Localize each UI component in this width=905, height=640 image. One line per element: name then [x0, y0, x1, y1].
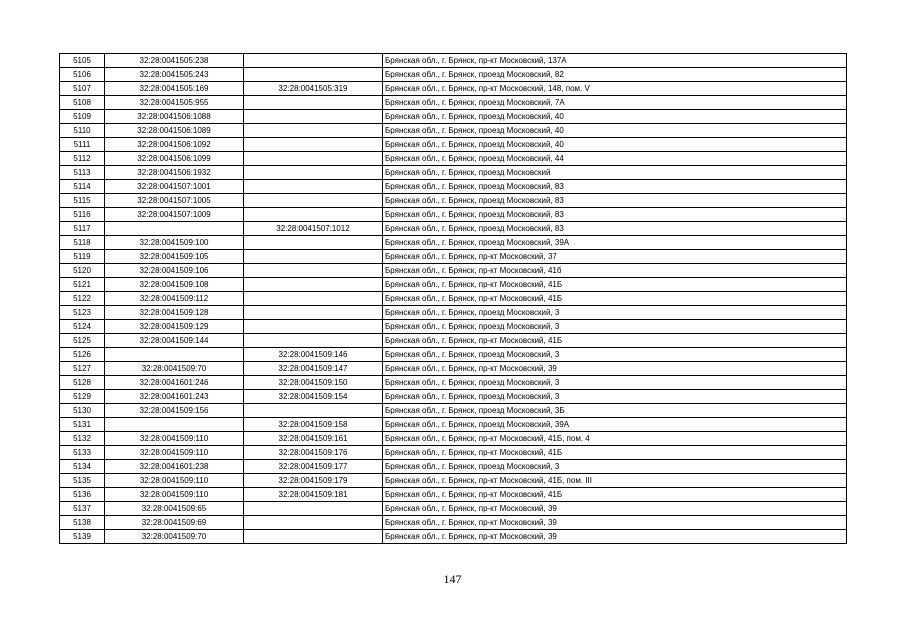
address-cell: Брянская обл., г. Брянск, проезд Московский, 3	[383, 348, 847, 362]
table-row	[60, 152, 847, 166]
table-row	[60, 68, 847, 82]
address-cell: Брянская обл., г. Брянск, проезд Московский, 83	[383, 222, 847, 236]
address-cell: Брянская обл., г. Брянск, проезд Московский, 40	[383, 138, 847, 152]
cadastral-number-cell: 32:28:0041507:1005	[105, 194, 244, 208]
cadastral-number-cell: 32:28:0041509:105	[105, 250, 244, 264]
row-number-cell: 5138	[60, 516, 105, 530]
parent-cadastral-number-cell: 32:28:0041507:1012	[244, 222, 383, 236]
cadastral-number-cell: 32:28:0041601:238	[105, 460, 244, 474]
row-number-cell: 5120	[60, 264, 105, 278]
parent-cadastral-number-cell	[244, 278, 383, 292]
table-row	[60, 348, 847, 362]
table-row	[60, 418, 847, 432]
cadastral-number-cell: 32:28:0041509:110	[105, 474, 244, 488]
address-cell: Брянская обл., г. Брянск, проезд Московский	[383, 166, 847, 180]
cadastral-number-cell: 32:28:0041509:112	[105, 292, 244, 306]
address-cell: Брянская обл., г. Брянск, проезд Московский, 7А	[383, 96, 847, 110]
address-cell: Брянская обл., г. Брянск, проезд Московский, 83	[383, 180, 847, 194]
row-number-cell: 5137	[60, 502, 105, 516]
address-cell: Брянская обл., г. Брянск, пр-кт Московский, 39	[383, 530, 847, 544]
row-number-cell: 5121	[60, 278, 105, 292]
row-number-cell: 5133	[60, 446, 105, 460]
table-row	[60, 236, 847, 250]
address-cell: Брянская обл., г. Брянск, проезд Московский, 39А	[383, 418, 847, 432]
parent-cadastral-number-cell	[244, 516, 383, 530]
parent-cadastral-number-cell: 32:28:0041509:179	[244, 474, 383, 488]
parent-cadastral-number-cell	[244, 54, 383, 68]
cadastral-number-cell: 32:28:0041509:156	[105, 404, 244, 418]
cadastral-number-cell: 32:28:0041506:1092	[105, 138, 244, 152]
parent-cadastral-number-cell: 32:28:0041509:181	[244, 488, 383, 502]
table-row	[60, 404, 847, 418]
parent-cadastral-number-cell	[244, 68, 383, 82]
parent-cadastral-number-cell: 32:28:0041509:146	[244, 348, 383, 362]
cadastral-number-cell: 32:28:0041507:1009	[105, 208, 244, 222]
cadastral-number-cell: 32:28:0041509:70	[105, 362, 244, 376]
table-row	[60, 306, 847, 320]
table-row	[60, 222, 847, 236]
parent-cadastral-number-cell: 32:28:0041509:161	[244, 432, 383, 446]
address-cell: Брянская обл., г. Брянск, проезд Московский, 44	[383, 152, 847, 166]
cadastral-number-cell: 32:28:0041509:106	[105, 264, 244, 278]
address-cell: Брянская обл., г. Брянск, пр-кт Московский, 41Б	[383, 488, 847, 502]
table-row	[60, 446, 847, 460]
parent-cadastral-number-cell	[244, 292, 383, 306]
address-cell: Брянская обл., г. Брянск, пр-кт Московский, 41Б	[383, 278, 847, 292]
cadastral-number-cell: 32:28:0041509:65	[105, 502, 244, 516]
cadastral-number-cell: 32:28:0041509:110	[105, 446, 244, 460]
row-number-cell: 5126	[60, 348, 105, 362]
address-cell: Брянская обл., г. Брянск, проезд Московский, 82	[383, 68, 847, 82]
table-row	[60, 250, 847, 264]
parent-cadastral-number-cell	[244, 334, 383, 348]
parent-cadastral-number-cell: 32:28:0041509:150	[244, 376, 383, 390]
parent-cadastral-number-cell	[244, 138, 383, 152]
row-number-cell: 5128	[60, 376, 105, 390]
cadastral-number-cell	[105, 222, 244, 236]
row-number-cell: 5139	[60, 530, 105, 544]
cadastral-number-cell: 32:28:0041505:955	[105, 96, 244, 110]
address-cell: Брянская обл., г. Брянск, пр-кт Московский, 39	[383, 362, 847, 376]
page-number: 147	[443, 572, 462, 586]
address-cell: Брянская обл., г. Брянск, пр-кт Московский, 41Б	[383, 334, 847, 348]
table-row	[60, 292, 847, 306]
table-row	[60, 488, 847, 502]
table-row	[60, 376, 847, 390]
parent-cadastral-number-cell	[244, 320, 383, 334]
cadastral-number-cell: 32:28:0041509:129	[105, 320, 244, 334]
parent-cadastral-number-cell: 32:28:0041505:319	[244, 82, 383, 96]
address-cell: Брянская обл., г. Брянск, проезд Московский, 39А	[383, 236, 847, 250]
address-cell: Брянская обл., г. Брянск, проезд Московский, 3	[383, 390, 847, 404]
row-number-cell: 5118	[60, 236, 105, 250]
address-cell: Брянская обл., г. Брянск, проезд Московский, 83	[383, 194, 847, 208]
cadastral-number-cell: 32:28:0041509:70	[105, 530, 244, 544]
parent-cadastral-number-cell: 32:28:0041509:176	[244, 446, 383, 460]
row-number-cell: 5111	[60, 138, 105, 152]
table-row	[60, 390, 847, 404]
row-number-cell: 5127	[60, 362, 105, 376]
table-row	[60, 516, 847, 530]
cadastral-number-cell	[105, 418, 244, 432]
parent-cadastral-number-cell	[244, 236, 383, 250]
row-number-cell: 5116	[60, 208, 105, 222]
parent-cadastral-number-cell	[244, 124, 383, 138]
table-row	[60, 96, 847, 110]
cadastral-number-cell: 32:28:0041509:128	[105, 306, 244, 320]
row-number-cell: 5123	[60, 306, 105, 320]
address-cell: Брянская обл., г. Брянск, пр-кт Московский, 39	[383, 516, 847, 530]
row-number-cell: 5115	[60, 194, 105, 208]
table-row	[60, 474, 847, 488]
table-row	[60, 530, 847, 544]
parent-cadastral-number-cell: 32:28:0041509:147	[244, 362, 383, 376]
table-row	[60, 362, 847, 376]
parent-cadastral-number-cell: 32:28:0041509:177	[244, 460, 383, 474]
registry-table-body	[60, 54, 847, 544]
address-cell: Брянская обл., г. Брянск, проезд Московский, 40	[383, 124, 847, 138]
address-cell: Брянская обл., г. Брянск, пр-кт Московский, 41Б	[383, 292, 847, 306]
row-number-cell: 5107	[60, 82, 105, 96]
cadastral-number-cell: 32:28:0041506:1099	[105, 152, 244, 166]
table-row	[60, 278, 847, 292]
address-cell: Брянская обл., г. Брянск, проезд Московский, 3	[383, 306, 847, 320]
row-number-cell: 5112	[60, 152, 105, 166]
cadastral-number-cell: 32:28:0041509:100	[105, 236, 244, 250]
parent-cadastral-number-cell	[244, 152, 383, 166]
cadastral-number-cell: 32:28:0041509:110	[105, 432, 244, 446]
table-row	[60, 432, 847, 446]
row-number-cell: 5132	[60, 432, 105, 446]
row-number-cell: 5106	[60, 68, 105, 82]
row-number-cell: 5113	[60, 166, 105, 180]
parent-cadastral-number-cell: 32:28:0041509:158	[244, 418, 383, 432]
address-cell: Брянская обл., г. Брянск, пр-кт Московский, 41Б, пом. 4	[383, 432, 847, 446]
address-cell: Брянская обл., г. Брянск, проезд Московский, 83	[383, 208, 847, 222]
row-number-cell: 5131	[60, 418, 105, 432]
table-row	[60, 166, 847, 180]
table-row	[60, 264, 847, 278]
parent-cadastral-number-cell	[244, 530, 383, 544]
row-number-cell: 5122	[60, 292, 105, 306]
parent-cadastral-number-cell	[244, 250, 383, 264]
cadastral-number-cell: 32:28:0041601:243	[105, 390, 244, 404]
table-row	[60, 194, 847, 208]
cadastral-number-cell: 32:28:0041505:169	[105, 82, 244, 96]
cadastral-number-cell: 32:28:0041509:110	[105, 488, 244, 502]
table-row	[60, 460, 847, 474]
table-row	[60, 320, 847, 334]
cadastral-number-cell	[105, 348, 244, 362]
parent-cadastral-number-cell	[244, 96, 383, 110]
cadastral-number-cell: 32:28:0041509:108	[105, 278, 244, 292]
parent-cadastral-number-cell	[244, 306, 383, 320]
address-cell: Брянская обл., г. Брянск, проезд Московский, 3	[383, 460, 847, 474]
row-number-cell: 5134	[60, 460, 105, 474]
table-row	[60, 180, 847, 194]
registry-table	[59, 53, 847, 544]
table-row	[60, 54, 847, 68]
parent-cadastral-number-cell	[244, 208, 383, 222]
cadastral-number-cell: 32:28:0041506:1089	[105, 124, 244, 138]
row-number-cell: 5129	[60, 390, 105, 404]
address-cell: Брянская обл., г. Брянск, пр-кт Московский, 41Б, пом. III	[383, 474, 847, 488]
address-cell: Брянская обл., г. Брянск, проезд Московский, 3Б	[383, 404, 847, 418]
cadastral-number-cell: 32:28:0041506:1932	[105, 166, 244, 180]
parent-cadastral-number-cell	[244, 404, 383, 418]
cadastral-number-cell: 32:28:0041509:69	[105, 516, 244, 530]
address-cell: Брянская обл., г. Брянск, пр-кт Московский, 148, пом. V	[383, 82, 847, 96]
address-cell: Брянская обл., г. Брянск, пр-кт Московский, 137А	[383, 54, 847, 68]
cadastral-number-cell: 32:28:0041505:238	[105, 54, 244, 68]
parent-cadastral-number-cell	[244, 110, 383, 124]
parent-cadastral-number-cell	[244, 180, 383, 194]
address-cell: Брянская обл., г. Брянск, проезд Московский, 3	[383, 376, 847, 390]
cadastral-number-cell: 32:28:0041506:1088	[105, 110, 244, 124]
table-row	[60, 82, 847, 96]
cadastral-number-cell: 32:28:0041601:246	[105, 376, 244, 390]
parent-cadastral-number-cell	[244, 194, 383, 208]
row-number-cell: 5124	[60, 320, 105, 334]
table-row	[60, 124, 847, 138]
table-row	[60, 110, 847, 124]
table-row	[60, 138, 847, 152]
table-row	[60, 334, 847, 348]
row-number-cell: 5105	[60, 54, 105, 68]
row-number-cell: 5135	[60, 474, 105, 488]
address-cell: Брянская обл., г. Брянск, пр-кт Московский, 39	[383, 502, 847, 516]
address-cell: Брянская обл., г. Брянск, пр-кт Московский, 41Б	[383, 446, 847, 460]
table-row	[60, 208, 847, 222]
cadastral-number-cell: 32:28:0041509:144	[105, 334, 244, 348]
row-number-cell: 5108	[60, 96, 105, 110]
row-number-cell: 5130	[60, 404, 105, 418]
table-row	[60, 502, 847, 516]
cadastral-number-cell: 32:28:0041507:1001	[105, 180, 244, 194]
address-cell: Брянская обл., г. Брянск, проезд Московский, 40	[383, 110, 847, 124]
parent-cadastral-number-cell	[244, 264, 383, 278]
cadastral-number-cell: 32:28:0041505:243	[105, 68, 244, 82]
address-cell: Брянская обл., г. Брянск, пр-кт Московский, 41б	[383, 264, 847, 278]
row-number-cell: 5110	[60, 124, 105, 138]
parent-cadastral-number-cell	[244, 502, 383, 516]
row-number-cell: 5117	[60, 222, 105, 236]
row-number-cell: 5136	[60, 488, 105, 502]
row-number-cell: 5114	[60, 180, 105, 194]
parent-cadastral-number-cell	[244, 166, 383, 180]
parent-cadastral-number-cell: 32:28:0041509:154	[244, 390, 383, 404]
row-number-cell: 5119	[60, 250, 105, 264]
row-number-cell: 5125	[60, 334, 105, 348]
row-number-cell: 5109	[60, 110, 105, 124]
address-cell: Брянская обл., г. Брянск, проезд Московский, 3	[383, 320, 847, 334]
address-cell: Брянская обл., г. Брянск, пр-кт Московский, 37	[383, 250, 847, 264]
